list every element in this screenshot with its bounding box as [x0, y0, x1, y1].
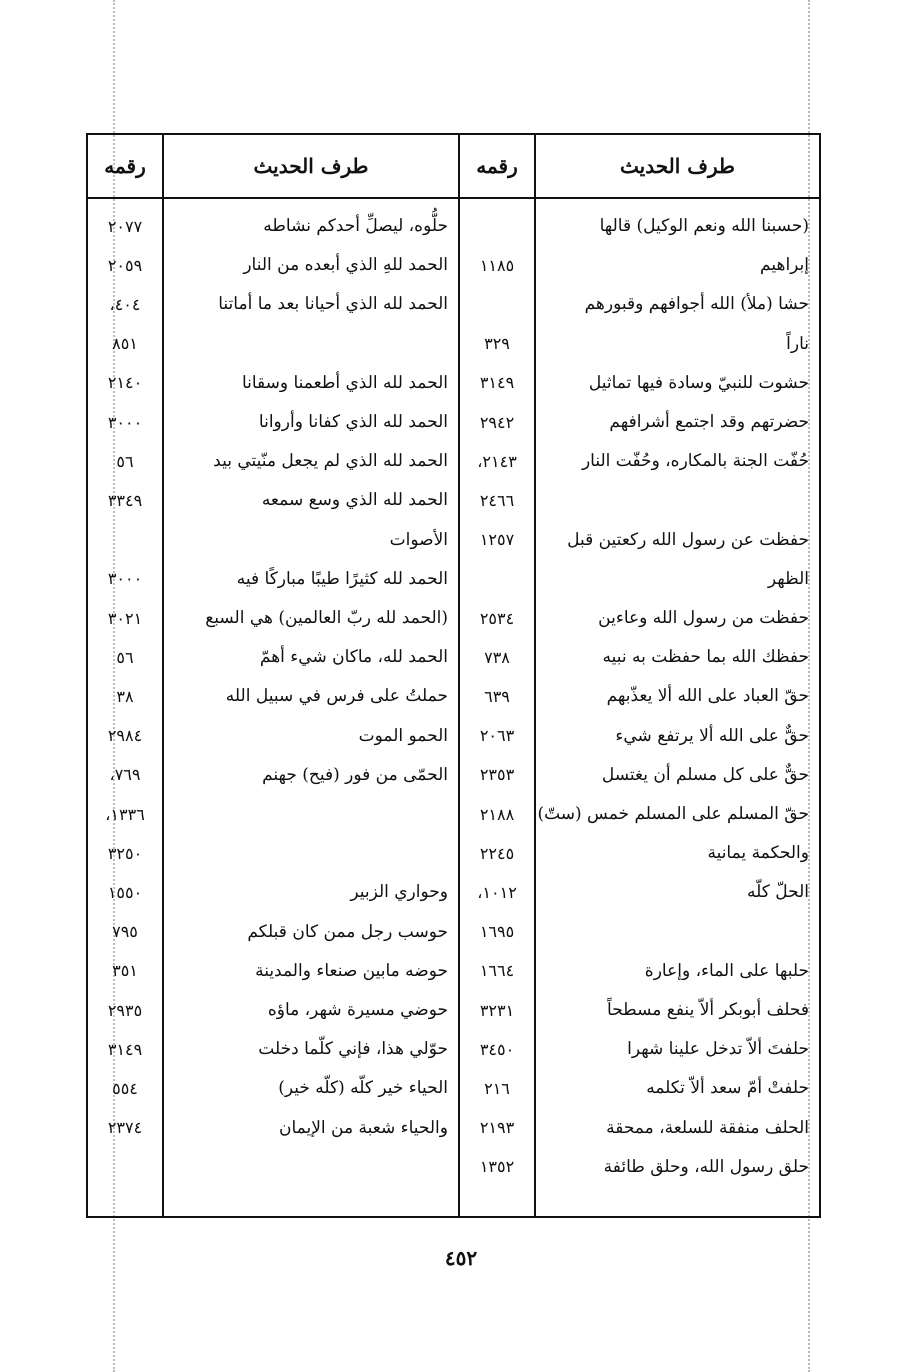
hadith-number-left: ٧٦٩،: [109, 765, 141, 785]
hadith-text-right: حشا (ملأ) الله أجوافهم وقبورهم: [584, 294, 809, 315]
table-row: [88, 560, 819, 598]
hadith-text-right: حفظك الله بما حفظت به نبيه: [602, 647, 809, 668]
hadith-number-right: ٣٢٩: [484, 334, 510, 354]
header-hadith-left: طرف الحديث: [253, 154, 369, 178]
hadith-number-left: ٣٢٥٠: [107, 843, 143, 863]
hadith-number-right: ٧٣٨: [484, 647, 510, 667]
hadith-text-left: الحمد لله الذي أحيانا بعد ما أماتنا: [218, 294, 448, 315]
hadith-text-right: حشوت للنبيّ وسادة فيها تماثيل: [588, 372, 809, 393]
hadith-number-left: ٣٣٤٩: [107, 490, 143, 510]
hadith-number-right: ٢٣٥٣: [479, 765, 515, 785]
hadith-text-right: [536, 913, 819, 951]
hadith-number-left: [88, 521, 162, 559]
hadith-number-left: ٣١٤٩: [107, 1039, 143, 1059]
hadith-text-right: حُفّت الجنة بالمكاره، وحُفّت النار: [581, 451, 809, 472]
hadith-number-right: ١٦٩٥: [479, 922, 515, 942]
hadith-text-left: حلُّوه، ليصلِّ أحدكم نشاطه: [263, 216, 448, 236]
hadith-text-left: الحياء خير كلّه (كلّه خير): [278, 1078, 448, 1099]
header-hadith-right: طرف الحديث: [620, 154, 735, 178]
hadith-number-right: ٢١٦: [484, 1078, 510, 1098]
hadith-text-left: الحمد للهِ الذي أبعده من النار: [243, 255, 448, 276]
hadith-text-left: حوّلي هذا، فإني كلّما دخلت: [258, 1039, 448, 1060]
table-row: [88, 638, 819, 676]
hadith-text-left: الحمّى من فور (فيح) جهنم: [262, 764, 448, 785]
hadith-text-left: الحمد لله كثيرًا طيبًا مباركًا فيه: [236, 568, 448, 589]
hadith-text-right: والحكمة يمانية: [707, 843, 809, 864]
hadith-text-left: الحمد لله الذي كفانا وأروانا: [258, 412, 448, 432]
hadith-number-left: ٣٨: [116, 686, 134, 706]
table-row: [88, 442, 819, 480]
table-row: [88, 599, 819, 637]
hadith-text-left: الحمد لله، ماكان شيء أهمّ: [259, 647, 448, 668]
hadith-number-right: ٢٢٤٥: [479, 843, 515, 863]
hadith-number-right: ٢٥٣٤: [479, 608, 515, 628]
hadith-number-left: ٨٥١: [112, 334, 138, 354]
hadith-number-right: ٢١٤٣،: [477, 451, 517, 471]
hadith-text-left: [164, 1148, 458, 1186]
table-row: [88, 1148, 819, 1186]
hadith-text-right: حلفتْ أمّ سعد ألاّ تكلمه: [646, 1078, 809, 1099]
hadith-number-right: ٣٤٥٠: [479, 1039, 515, 1059]
hadith-number-left: ٥٥٤: [112, 1078, 138, 1098]
hadith-text-right: حقٌّ على الله ألا يرتفع شيء: [615, 725, 809, 746]
hadith-number-right: ١٦٦٤: [479, 961, 515, 981]
hadith-number-right: ٢١٨٨: [479, 804, 515, 824]
hadith-number-left: ٥٦: [116, 647, 134, 667]
hadith-number-left: ٥٦: [116, 451, 134, 471]
hadith-text-right: حلفتَ ألاّ تدخل علينا شهرا: [627, 1039, 809, 1060]
hadith-text-right: الظهر: [767, 568, 809, 589]
hadith-text-right: ناراً: [786, 333, 809, 354]
hadith-text-right: حقّ المسلم على المسلم خمس (ستّ): [537, 804, 809, 824]
header-number-left: رقمه: [104, 154, 146, 178]
table-row: [88, 834, 819, 872]
hadith-text-left: الحمد لله الذي لم يجعل منّيتي بيد: [213, 451, 448, 472]
hadith-number-left: ١٣٣٦،: [105, 804, 145, 824]
hadith-number-left: ٤٠٤،: [109, 294, 141, 314]
hadith-text-left: [164, 795, 458, 833]
hadith-number-right: ١٢٥٧: [479, 530, 515, 550]
table-row: [88, 364, 819, 402]
hadith-number-right: [460, 285, 534, 323]
table-row: [88, 1030, 819, 1068]
hadith-text-left: حوضه مابين صنعاء والمدينة: [255, 960, 448, 981]
hadith-text-right: حفظت من رسول الله وعاءين: [598, 608, 809, 628]
table-row: [88, 677, 819, 715]
hadith-number-right: ٢٩٤٢: [479, 412, 515, 432]
page-number: ٤٥٢: [444, 1246, 478, 1270]
hadith-text-left: حوضي مسيرة شهر، ماؤه: [267, 1000, 448, 1020]
hadith-text-right: حلق رسول الله، وحلق طائفة: [603, 1156, 809, 1177]
hadith-number-left: ٣٠٠٠: [107, 412, 143, 432]
table-row: [88, 285, 819, 323]
hadith-number-right: [460, 560, 534, 598]
table-row: [88, 873, 819, 911]
hadith-number-left: ٢٠٧٧: [107, 216, 143, 236]
hadith-text-left: حوسب رجل ممن كان قبلكم: [247, 921, 448, 942]
hadith-text-right: حقّ العباد على الله ألا يعذّبهم: [606, 686, 809, 707]
hadith-text-right: (حسبنا الله ونعم الوكيل) قالها: [599, 216, 809, 236]
hadith-text-left: الحمو الموت: [358, 725, 448, 746]
table-row: [88, 756, 819, 794]
hadith-text-right: حضرتهم وقد اجتمع أشرافهم: [609, 412, 809, 432]
table-row: [88, 795, 819, 833]
table-row: [88, 1069, 819, 1107]
hadith-number-left: ٣٥١: [112, 961, 138, 981]
hadith-number-right: ٣١٤٩: [479, 373, 515, 393]
hadith-text-left: (الحمد لله ربّ العالمين) هي السبع: [205, 608, 448, 628]
hadith-number-left: ٢١٤٠: [107, 373, 143, 393]
hadith-text-right: الحلف منفقة للسلعة، ممحقة: [606, 1117, 809, 1138]
hadith-number-right: [460, 207, 534, 245]
hadith-text-left: الحمد لله الذي أطعمنا وسقانا: [241, 372, 448, 393]
table-row: [88, 913, 819, 951]
hadith-number-left: ٧٩٥: [112, 922, 138, 942]
hadith-number-left: [88, 1148, 162, 1186]
hadith-text-right: [536, 481, 819, 519]
hadith-text-left: حملتُ على فرس في سبيل الله: [225, 686, 448, 707]
hadith-text-right: فحلف أبوبكر ألاّ ينفع مسطحاً: [607, 1000, 809, 1020]
table-row: [88, 717, 819, 755]
hadith-text-left: [164, 834, 458, 872]
hadith-number-left: ١٥٥٠: [107, 882, 143, 902]
hadith-number-right: ٢٠٦٣: [479, 726, 515, 746]
table-row: [88, 325, 819, 363]
hadith-number-right: ٢٤٦٦: [479, 490, 515, 510]
hadith-text-right: إبراهيم: [760, 255, 809, 276]
index-table: [86, 133, 821, 1218]
table-row: [88, 403, 819, 441]
table-row: [88, 521, 819, 559]
hadith-number-right: ١٣٥٢: [479, 1157, 515, 1177]
hadith-number-left: ٢٩٣٥: [107, 1000, 143, 1020]
hadith-text-left: الحمد لله الذي وسع سمعه: [261, 490, 448, 511]
hadith-number-right: ٣٢٣١: [479, 1000, 515, 1020]
header-number-right: رقمه: [476, 154, 518, 178]
table-row: [88, 1109, 819, 1147]
hadith-text-right: حفظت عن رسول الله ركعتين قبل: [567, 529, 809, 550]
hadith-number-right: ١٠١٢،: [477, 882, 517, 902]
hadith-text-left: [164, 325, 458, 363]
table-row: [88, 952, 819, 990]
hadith-number-left: ٢٩٨٤: [107, 726, 143, 746]
hadith-text-left: الأصوات: [389, 529, 448, 550]
hadith-number-right: ٦٣٩: [484, 686, 510, 706]
hadith-number-left: ٣٠٠٠: [107, 569, 143, 589]
hadith-number-right: ٢١٩٣: [479, 1118, 515, 1138]
hadith-text-right: حقٌّ على كل مسلم أن يغتسل: [601, 764, 809, 785]
table-row: [88, 246, 819, 284]
hadith-number-left: ٢٠٥٩: [107, 255, 143, 275]
table-row: [88, 991, 819, 1029]
hadith-text-left: والحياء شعبة من الإيمان: [279, 1117, 448, 1138]
hadith-number-left: ٣٠٢١: [107, 608, 143, 628]
hadith-number-right: ١١٨٥: [479, 255, 515, 275]
hadith-text-left: وحواري الزبير: [350, 882, 448, 903]
table-row: [88, 481, 819, 519]
table-row: [88, 207, 819, 245]
hadith-text-right: الحلّ كلّه: [747, 882, 809, 903]
hadith-number-left: ٢٣٧٤: [107, 1118, 143, 1138]
header-divider: [88, 197, 819, 199]
hadith-text-right: حلبها على الماء، وإعارة: [644, 960, 809, 981]
